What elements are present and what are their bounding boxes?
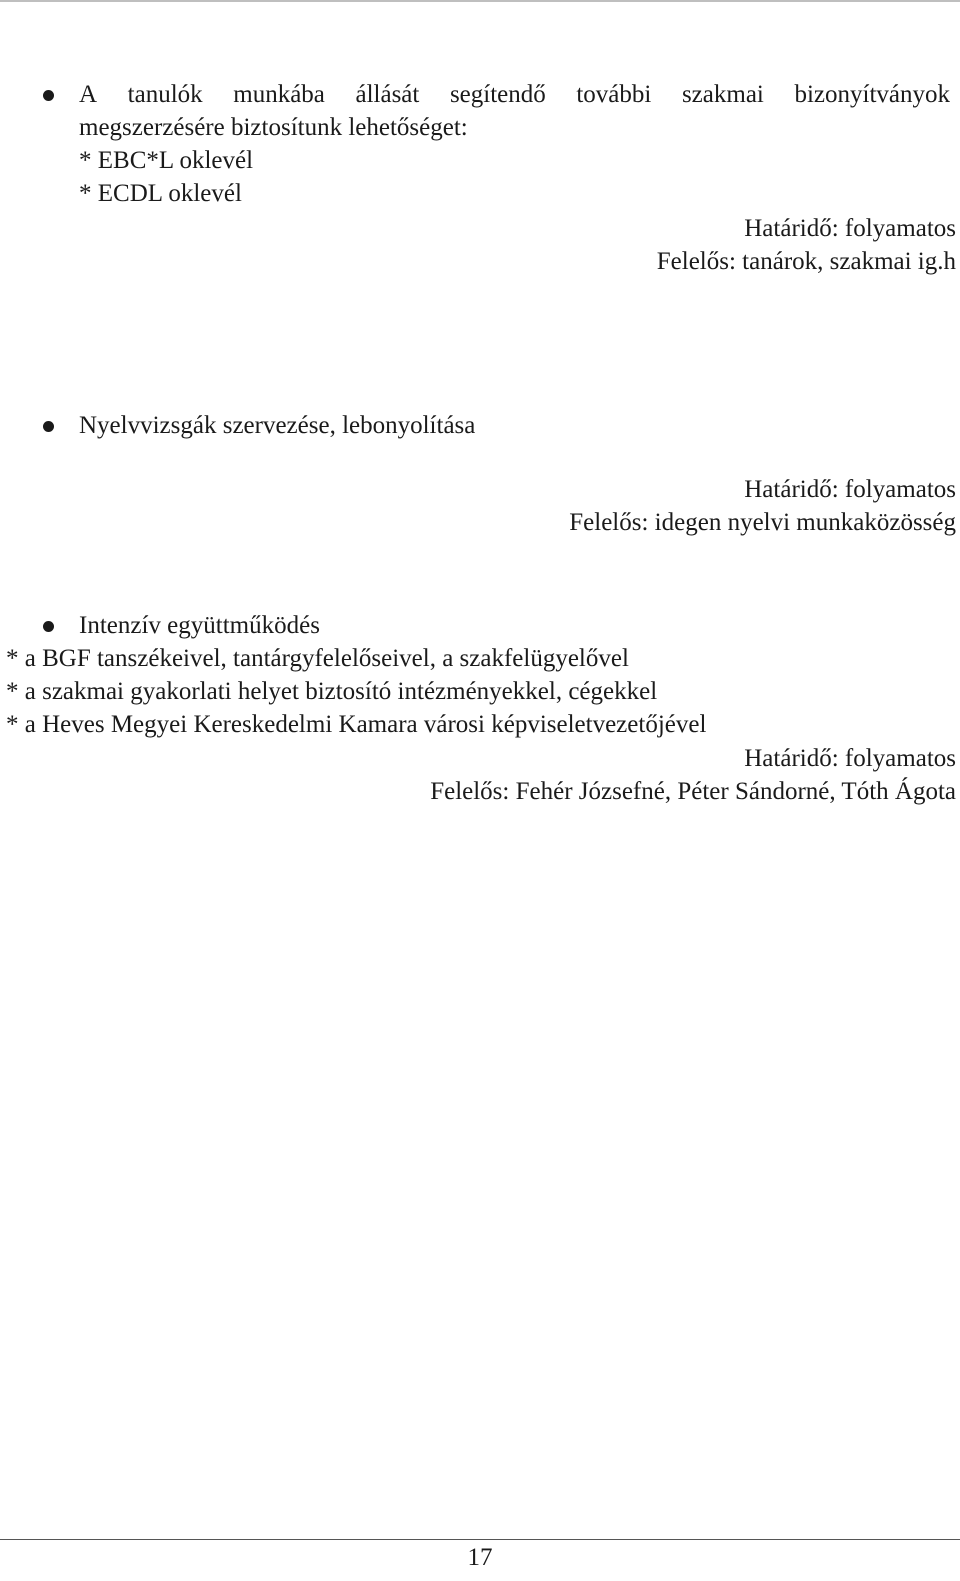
section-title: Nyelvvizsgák szervezése, lebonyolítása [79,412,476,439]
bullet-icon [43,90,54,101]
word: bizonyítványok [794,81,950,108]
word: szakmai [681,81,764,108]
deadline-text: Határidő: folyamatos [744,215,956,242]
word: állását [355,81,420,108]
top-border [0,0,960,2]
footer-rule [0,1539,960,1540]
section-title: Intenzív együttműködés [79,612,320,639]
responsible-text: Felelős: idegen nyelvi munkaközösség [569,509,956,536]
certificate-ecdl: * ECDL oklevél [79,180,242,207]
responsible-text: Felelős: Fehér Józsefné, Péter Sándorné, Tóth Ágota [430,778,956,805]
bullet-icon [43,621,54,632]
word: további [576,81,652,108]
responsible-text: Felelős: tanárok, szakmai ig.h [656,248,956,275]
cooperation-line-bgf: * a BGF tanszékeivel, tantárgyfelelőseivel, a szakfelügyelővel [6,645,629,672]
word: segítendő [449,81,546,108]
bullet-icon [43,421,54,432]
section-1-first-line [79,80,950,110]
page-number: 17 [467,1544,493,1571]
word: A [79,81,98,108]
word: munkába [233,81,325,108]
certificate-ebcl: * EBC*L oklevél [79,147,254,174]
deadline-text: Határidő: folyamatos [744,476,956,503]
cooperation-line-companies: * a szakmai gyakorlati helyet biztosító intézményekkel, cégekkel [6,678,658,705]
deadline-text: Határidő: folyamatos [744,745,956,772]
word: tanulók [127,81,203,108]
cooperation-line-chamber: * a Heves Megyei Kereskedelmi Kamara városi képviseletvezetőjével [6,711,707,738]
paragraph-line: megszerzésére biztosítunk lehetőséget: [79,114,468,141]
